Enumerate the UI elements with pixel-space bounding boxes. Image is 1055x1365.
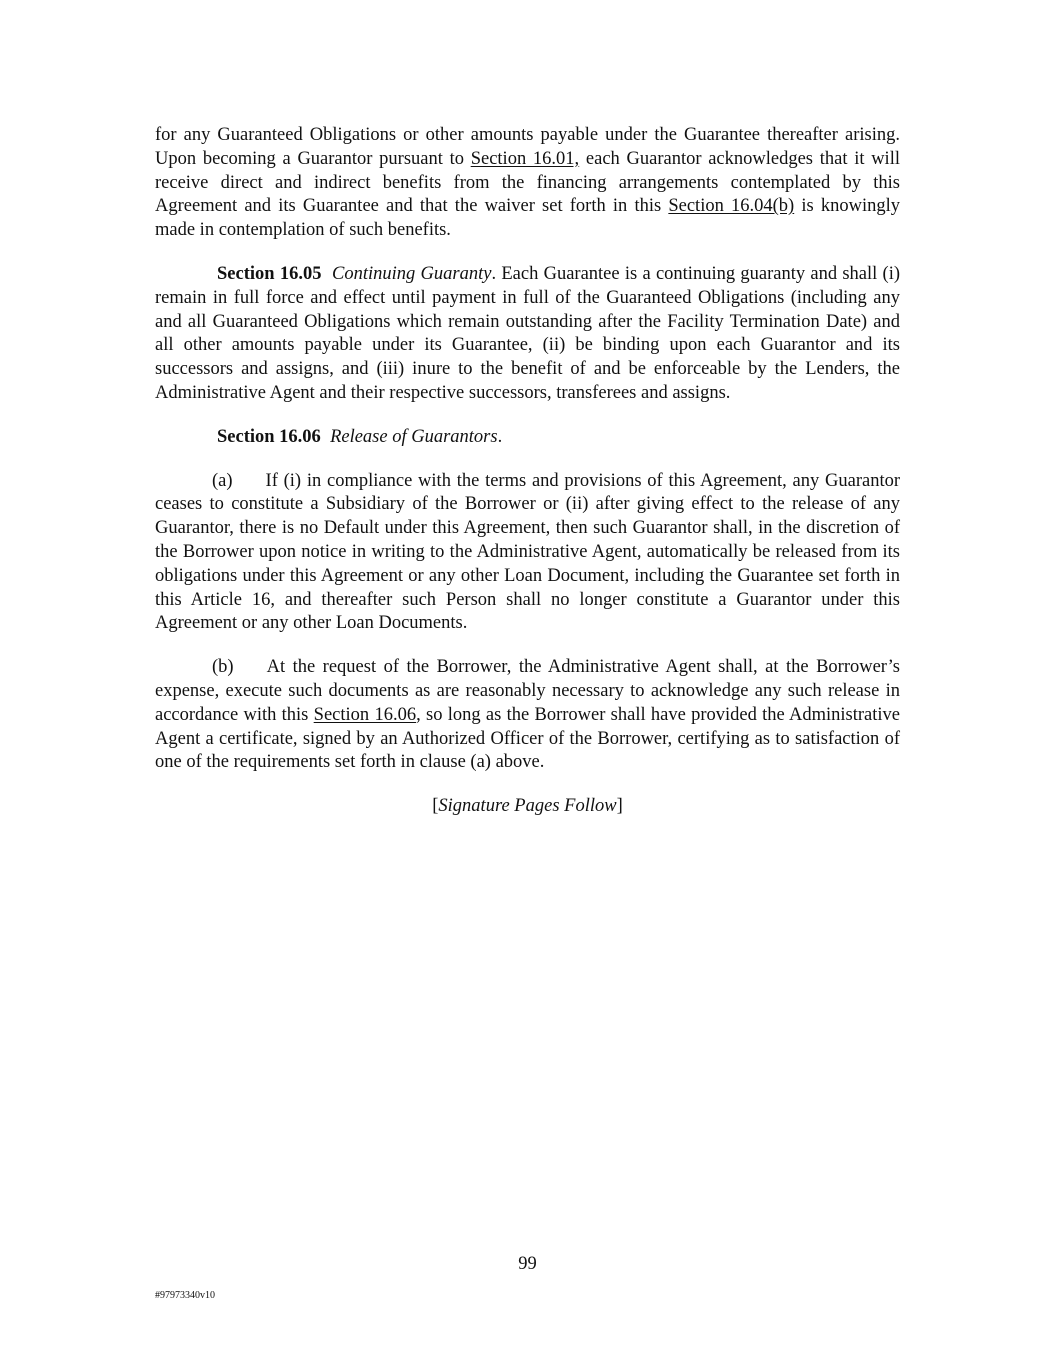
clause-label: (a) <box>212 470 233 491</box>
bracket-close: ] <box>616 796 623 817</box>
clause-text: , so long as the Borrower shall have provided the Administrative Agent a certificate, signed by an Authorized Officer of the Borrower, certifying as to satisfaction of one of the requirements set forth in clause (a) above. <box>155 704 901 773</box>
section-number: Section 16.06 <box>217 426 321 447</box>
section-number: Section 16.05 <box>217 263 322 284</box>
document-body <box>155 124 900 839</box>
clause-label: (b) <box>212 657 234 678</box>
clause-a-paragraph <box>155 470 900 637</box>
clause-b-paragraph <box>155 656 900 775</box>
clause-text: If (i) in compliance with the terms and provisions of this Agreement, any Guarantor ceases to constitute a Subsidiary of the Borrower or (ii) after giving effect to the release of any Guarantor, there is no Default under this Agreement, then such Guarantor shall, in the discretion of the Borrower upon notice in writing to the Administrative Agent, automatically be released from its obligations under this Agreement or any other Loan Document, including the Guarantee set forth in this Article 16, and thereafter such Person shall no longer constitute a Guarantor under this Agreement or any other Loan Documents. <box>155 470 900 634</box>
clause-text: At the request of the Borrower, the Administrative Agent shall, at the Borrower’s expense, execute such documents as are reasonably necessary to acknowledge any such release in accordance with this <box>155 657 900 725</box>
page-number: 99 <box>518 1254 537 1274</box>
paragraph-text: is knowingly made in contemplation of such benefits. <box>155 196 901 241</box>
section-reference-16-01: Section 16.01, <box>470 148 580 169</box>
section-title: Continuing Guaranty <box>332 263 492 284</box>
section-reference-16-06: Section 16.06 <box>313 704 417 725</box>
section-16-05-paragraph <box>155 263 900 406</box>
paragraph-text: for any Guaranteed Obligations or other amounts payable under the Guarantee thereafter arising. Upon becoming a Guarantor pursuant to <box>155 125 900 169</box>
continuation-paragraph <box>155 124 900 243</box>
section-16-06-heading <box>155 426 900 450</box>
document-id: #97973340v10 <box>155 1290 215 1301</box>
section-reference-16-04b: Section 16.04(b) <box>668 196 795 217</box>
signature-note-text: Signature Pages Follow <box>438 796 617 817</box>
section-body: . Each Guarantee is a continuing guaranty and shall (i) remain in full force and effect until payment in full of the Guaranteed Obligations (including any and all Guaranteed Obligations which remain outstanding after the Facility Termination Date) and all other amounts payable under its Guarantee, (ii) be binding upon each Guarantor and its successors and assigns, and (iii) inure to the benefit of and be enforceable by the Lenders, the Administrative Agent and their respective successors, transferees and assigns. <box>155 263 901 403</box>
signature-pages-note <box>155 795 900 819</box>
bracket-open: [ <box>432 796 439 817</box>
paragraph-text: each Guarantor acknowledges that it will receive direct and indirect benefits from the financing arrangements contemplated by this Agreement and its Guarantee and that the waiver set forth in this <box>155 148 900 217</box>
section-title: Release of Guarantors <box>330 426 498 447</box>
section-title-period: . <box>497 426 503 447</box>
